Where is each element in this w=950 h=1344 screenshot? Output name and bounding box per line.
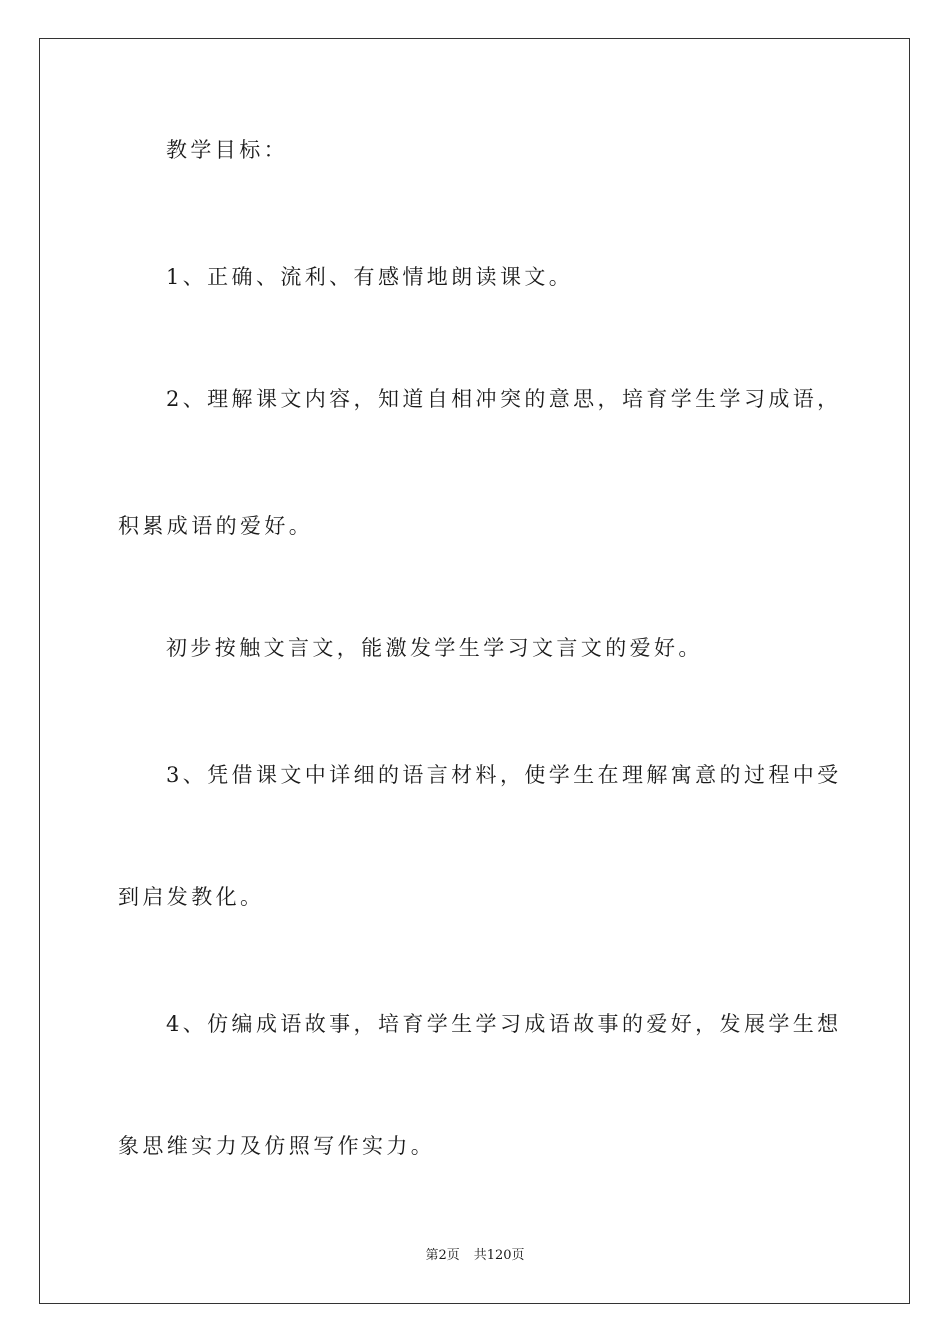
paragraph-goal-1: 1、正确、流利、有感情地朗读课文。 <box>166 265 574 289</box>
page-border <box>39 38 910 1304</box>
paragraph-goal-2: 2、理解课文内容，知道自相冲突的意思，培育学生学习成语， <box>166 387 842 411</box>
heading-teaching-goals: 教学目标： <box>166 138 288 162</box>
paragraph-goal-3-continued: 到启发教化。 <box>118 885 265 909</box>
paragraph-goal-4: 4、仿编成语故事，培育学生学习成语故事的爱好，发展学生想 <box>166 1012 842 1036</box>
paragraph-goal-4-continued: 象思维实力及仿照写作实力。 <box>118 1134 436 1158</box>
paragraph-goal-2-extra: 初步按触文言文，能激发学生学习文言文的爱好。 <box>166 636 703 660</box>
page-number: 第2页 <box>425 1248 460 1263</box>
paragraph-goal-2-continued: 积累成语的爱好。 <box>118 514 314 538</box>
page-footer <box>0 1247 950 1265</box>
paragraph-goal-3: 3、凭借课文中详细的语言材料，使学生在理解寓意的过程中受 <box>166 763 842 787</box>
page-total: 共120页 <box>473 1248 525 1263</box>
